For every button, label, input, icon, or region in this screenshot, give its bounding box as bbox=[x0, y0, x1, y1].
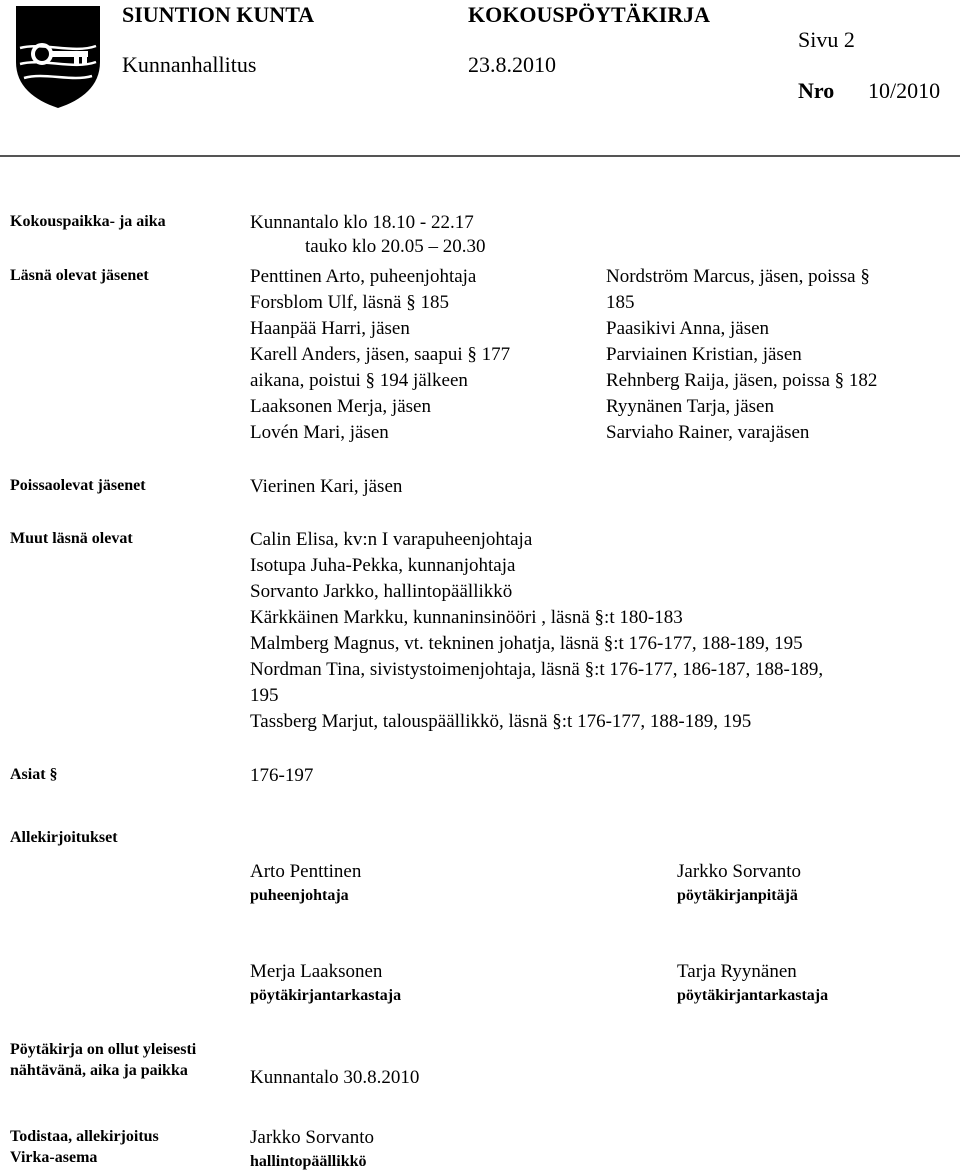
present-member: Parviainen Kristian, jäsen bbox=[606, 344, 802, 365]
checker1-name: Merja Laaksonen bbox=[250, 961, 383, 982]
present-col-1 bbox=[250, 264, 510, 446]
publication-label-line: nähtävänä, aika ja paikka bbox=[10, 1062, 188, 1079]
present-label: Läsnä olevat jäsenet bbox=[10, 267, 149, 284]
certify-name: Jarkko Sorvanto bbox=[250, 1127, 375, 1148]
present-member: 185 bbox=[606, 292, 635, 313]
nro-label: Nro bbox=[798, 78, 835, 103]
document-type: KOKOUSPÖYTÄKIRJA bbox=[468, 2, 711, 27]
municipal-crest-icon bbox=[12, 2, 104, 110]
present-member: Penttinen Arto, puheenjohtaja bbox=[250, 266, 477, 287]
committee-name: Kunnanhallitus bbox=[122, 52, 257, 77]
present-member: Nordström Marcus, jäsen, poissa § bbox=[606, 266, 870, 287]
checker2-name: Tarja Ryynänen bbox=[677, 961, 797, 982]
present-member: Sarviaho Rainer, varajäsen bbox=[606, 422, 810, 443]
absent-member: Vierinen Kari, jäsen bbox=[250, 476, 403, 497]
header-divider bbox=[0, 155, 960, 157]
others-list bbox=[250, 527, 823, 735]
certify-label-line: Virka-asema bbox=[10, 1149, 98, 1166]
present-member: Forsblom Ulf, läsnä § 185 bbox=[250, 292, 449, 313]
other-attendee: Kärkkäinen Markku, kunnaninsinööri , läsnä §:t 180-183 bbox=[250, 607, 683, 628]
present-col-2 bbox=[606, 264, 877, 446]
certify-role: hallintopäällikkö bbox=[250, 1153, 367, 1170]
present-member: Karell Anders, jäsen, saapui § 177 bbox=[250, 344, 511, 365]
municipality-name: SIUNTION KUNTA bbox=[122, 2, 315, 27]
present-member: Ryynänen Tarja, jäsen bbox=[606, 396, 774, 417]
items-value: 176-197 bbox=[250, 765, 314, 786]
present-member: Laaksonen Merja, jäsen bbox=[250, 396, 431, 417]
publication-label-line: Pöytäkirja on ollut yleisesti bbox=[10, 1041, 197, 1058]
publication-label bbox=[10, 1039, 196, 1081]
nro-value: 10/2010 bbox=[868, 78, 941, 103]
present-member: Rehnberg Raija, jäsen, poissa § 182 bbox=[606, 370, 878, 391]
meeting-line-1: Kunnantalo klo 18.10 - 22.17 bbox=[250, 212, 474, 233]
certify-label bbox=[10, 1126, 159, 1168]
other-attendee: Malmberg Magnus, vt. tekninen johatja, läsnä §:t 176-177, 188-189, 195 bbox=[250, 633, 803, 654]
meeting-line-2: tauko klo 20.05 – 20.30 bbox=[305, 236, 486, 257]
meeting-date: 23.8.2010 bbox=[468, 52, 556, 77]
items-label: Asiat § bbox=[10, 766, 58, 783]
chair-role: puheenjohtaja bbox=[250, 887, 349, 904]
keeper-name: Jarkko Sorvanto bbox=[677, 861, 802, 882]
chair-name: Arto Penttinen bbox=[250, 861, 362, 882]
others-label: Muut läsnä olevat bbox=[10, 530, 133, 547]
present-member: Haanpää Harri, jäsen bbox=[250, 318, 410, 339]
keeper-role: pöytäkirjanpitäjä bbox=[677, 887, 798, 904]
absent-label: Poissaolevat jäsenet bbox=[10, 477, 146, 494]
other-attendee: Isotupa Juha-Pekka, kunnanjohtaja bbox=[250, 555, 516, 576]
checker1-role: pöytäkirjantarkastaja bbox=[250, 987, 402, 1004]
page-number: Sivu 2 bbox=[798, 27, 855, 52]
present-member: aikana, poistui § 194 jälkeen bbox=[250, 370, 468, 391]
meeting-label: Kokouspaikka- ja aika bbox=[10, 213, 166, 230]
present-member: Lovén Mari, jäsen bbox=[250, 422, 389, 443]
certify-label-line: Todistaa, allekirjoitus bbox=[10, 1128, 159, 1145]
other-attendee: Sorvanto Jarkko, hallintopäällikkö bbox=[250, 581, 513, 602]
other-attendee: Tassberg Marjut, talouspäällikkö, läsnä §:t 176-177, 188-189, 195 bbox=[250, 711, 752, 732]
signatures-label: Allekirjoitukset bbox=[10, 829, 118, 846]
other-attendee: Calin Elisa, kv:n I varapuheenjohtaja bbox=[250, 529, 533, 550]
other-attendee: 195 bbox=[250, 685, 279, 706]
present-member: Paasikivi Anna, jäsen bbox=[606, 318, 770, 339]
other-attendee: Nordman Tina, sivistystoimenjohtaja, läsnä §:t 176-177, 186-187, 188-189, bbox=[250, 659, 824, 680]
publication-value: Kunnantalo 30.8.2010 bbox=[250, 1067, 420, 1088]
checker2-role: pöytäkirjantarkastaja bbox=[677, 987, 829, 1004]
